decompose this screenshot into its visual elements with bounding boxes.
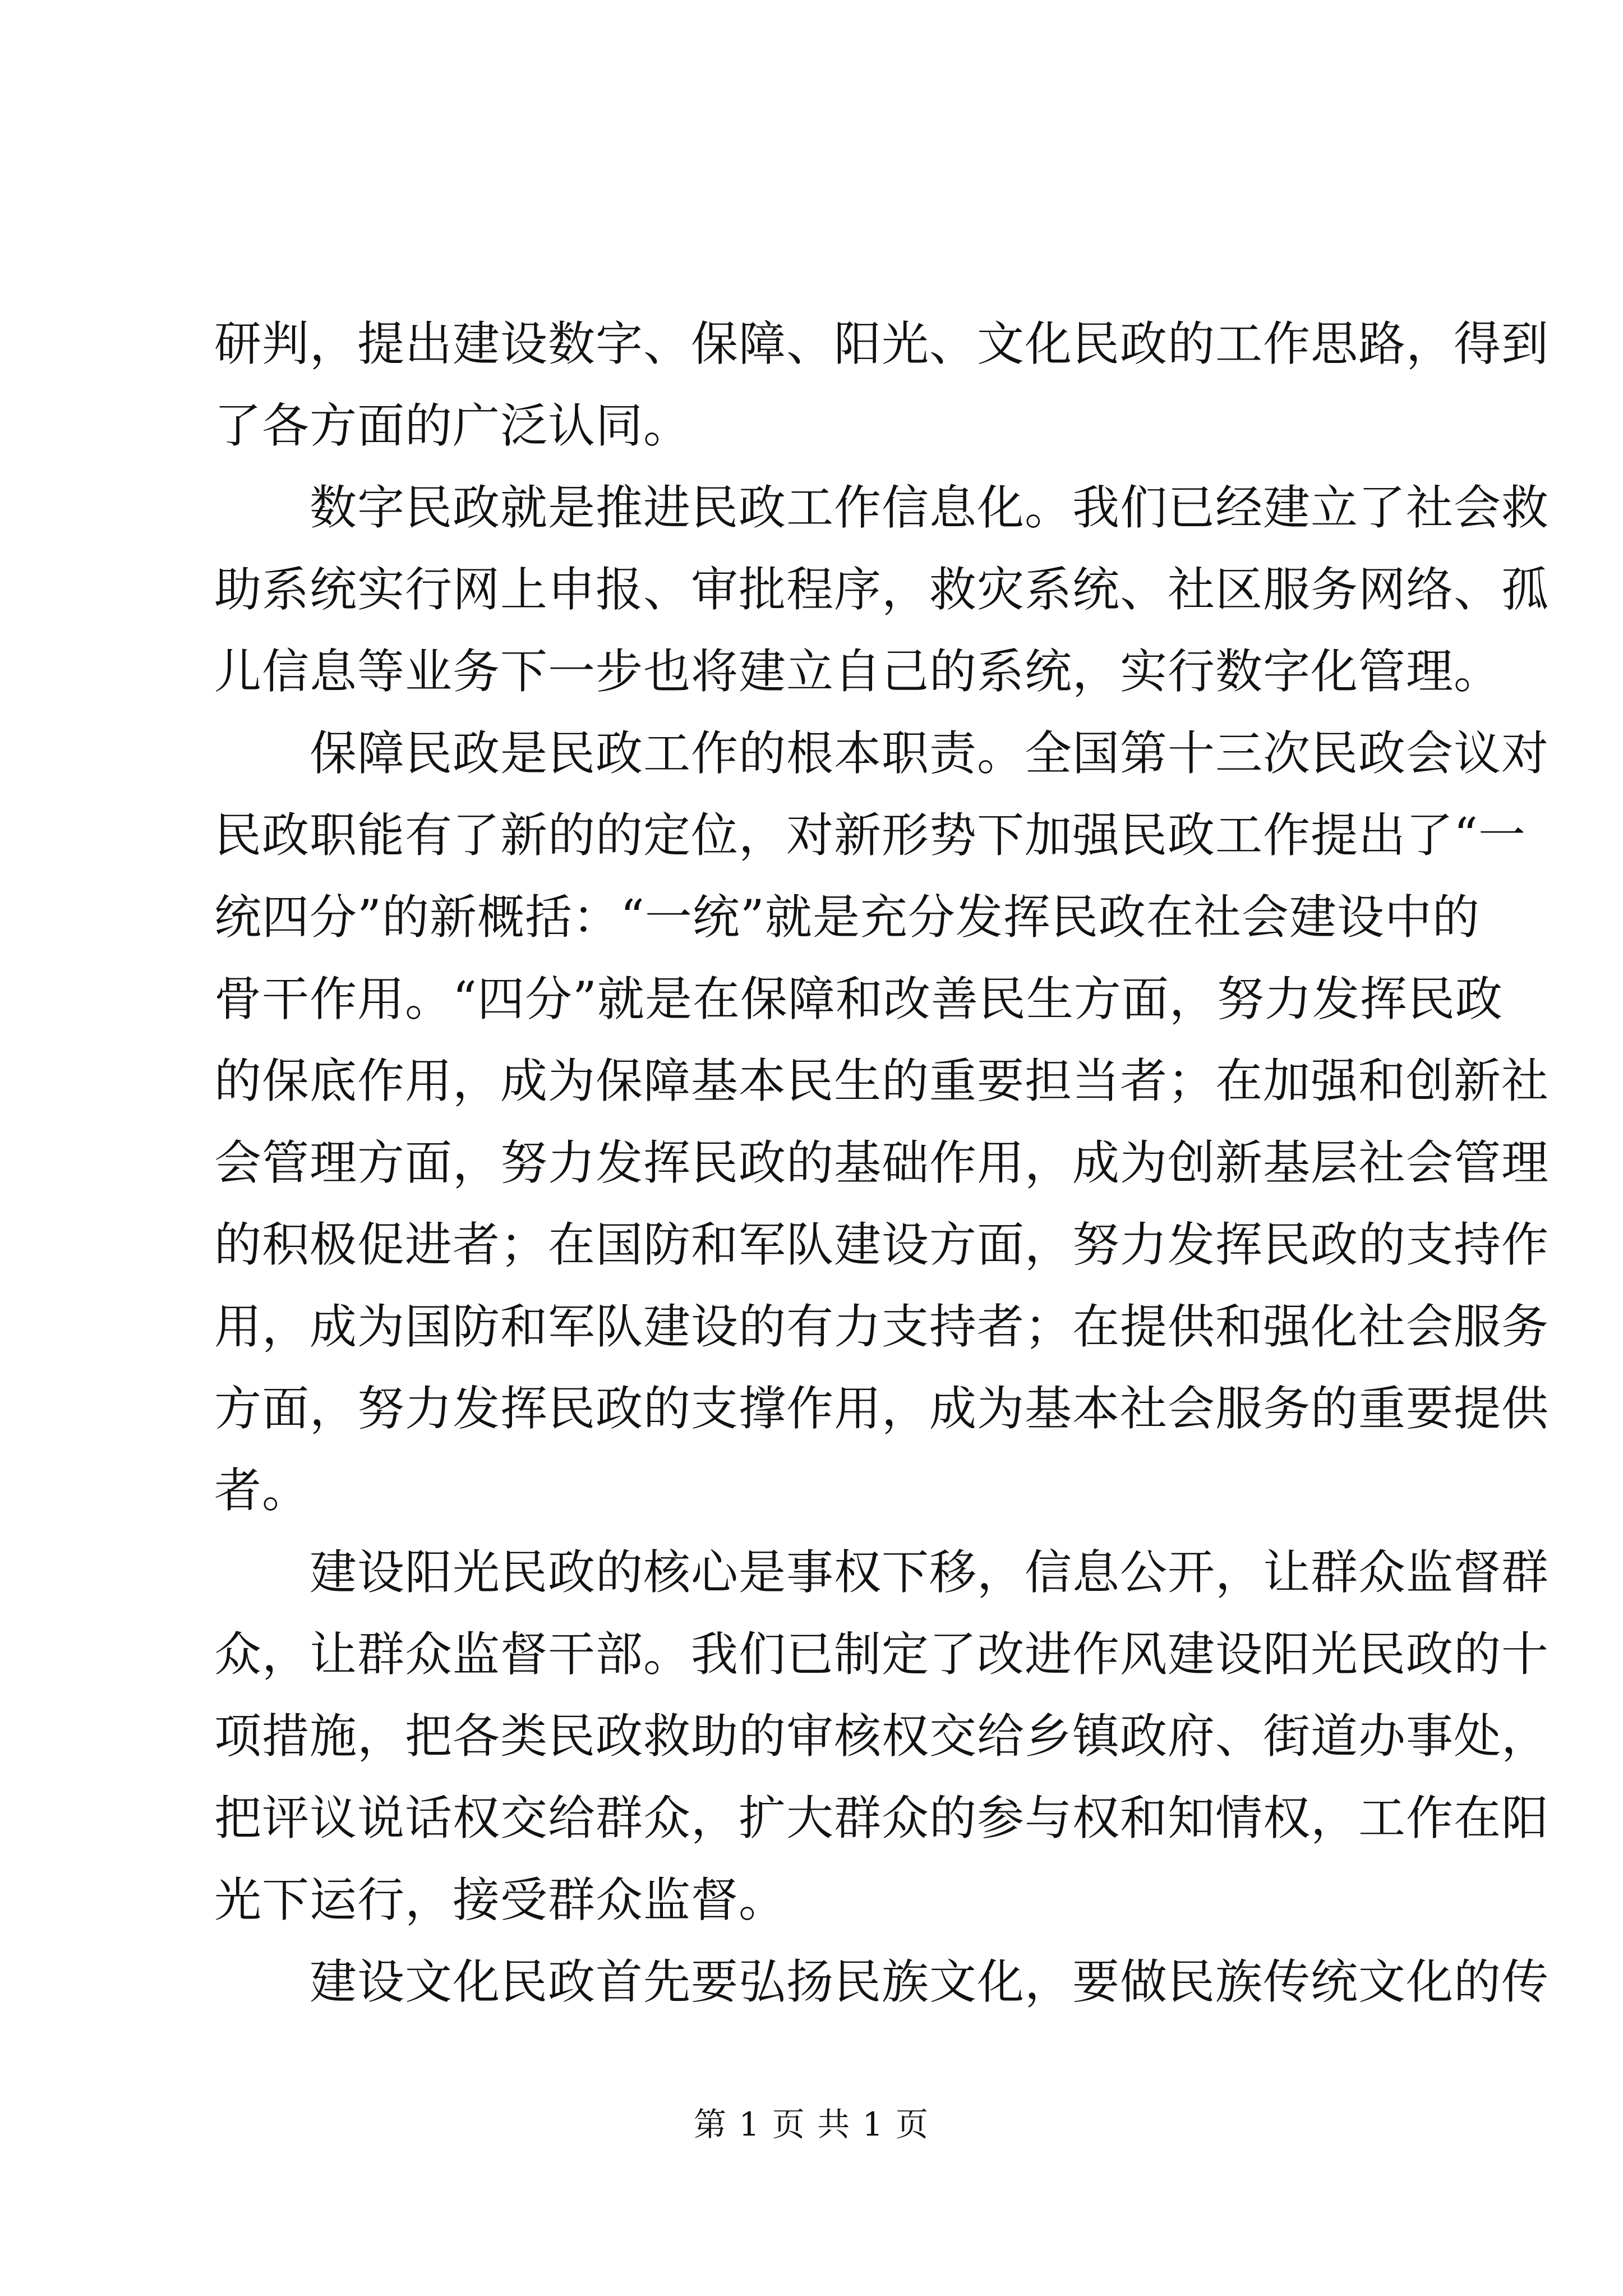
text-line: 民政职能有了新的的定位，对新形势下加强民政工作提出了“一 [214,808,1526,863]
text-line: 建设文化民政首先要弘扬民族文化，要做民族传统文化的传 [214,1954,1550,2009]
text-line: 研判，提出建设数字、保障、阳光、文化民政的工作思路，得到 [214,316,1550,371]
text-line: 数字民政就是推进民政工作信息化。我们已经建立了社会救 [214,480,1550,535]
text-line: 把评议说话权交给群众，扩大群众的参与权和知情权，工作在阳 [214,1791,1550,1846]
text-line: 用，成为国防和军队建设的有力支持者；在提供和强化社会服务 [214,1299,1550,1354]
text-line: 的积极促进者；在国防和军队建设方面，努力发挥民政的支持作 [214,1217,1550,1272]
text-line: 保障民政是民政工作的根本职责。全国第十三次民政会议对 [214,726,1550,781]
document-body [214,303,1550,2023]
text-line: 统四分”的新概括：“一统”就是充分发挥民政在社会建设中的 [214,890,1480,945]
text-line: 的保底作用，成为保障基本民生的重要担当者；在加强和创新社 [214,1053,1550,1108]
text-line: 儿信息等业务下一步也将建立自己的系统，实行数字化管理。 [214,644,1502,699]
text-line: 会管理方面，努力发挥民政的基础作用，成为创新基层社会管理 [214,1135,1550,1190]
text-line: 项措施，把各类民政救助的审核权交给乡镇政府、街道办事处， [214,1709,1550,1764]
page-footer: 第 1 页 共 1 页 [694,2105,929,2143]
text-line: 方面，努力发挥民政的支撑作用，成为基本社会服务的重要提供 [214,1381,1550,1436]
text-line: 建设阳光民政的核心是事权下移，信息公开，让群众监督群 [214,1545,1550,1600]
text-line: 了各方面的广泛认同。 [214,398,691,453]
text-line: 者。 [214,1463,310,1518]
text-line: 助系统实行网上申报、审批程序，救灾系统、社区服务网络、孤 [214,562,1550,617]
text-line: 众，让群众监督干部。我们已制定了改进作风建设阳光民政的十 [214,1627,1550,1682]
text-line: 骨干作用。“四分”就是在保障和改善民生方面，努力发挥民政 [214,972,1503,1027]
text-line: 光下运行，接受群众监督。 [214,1872,787,1927]
